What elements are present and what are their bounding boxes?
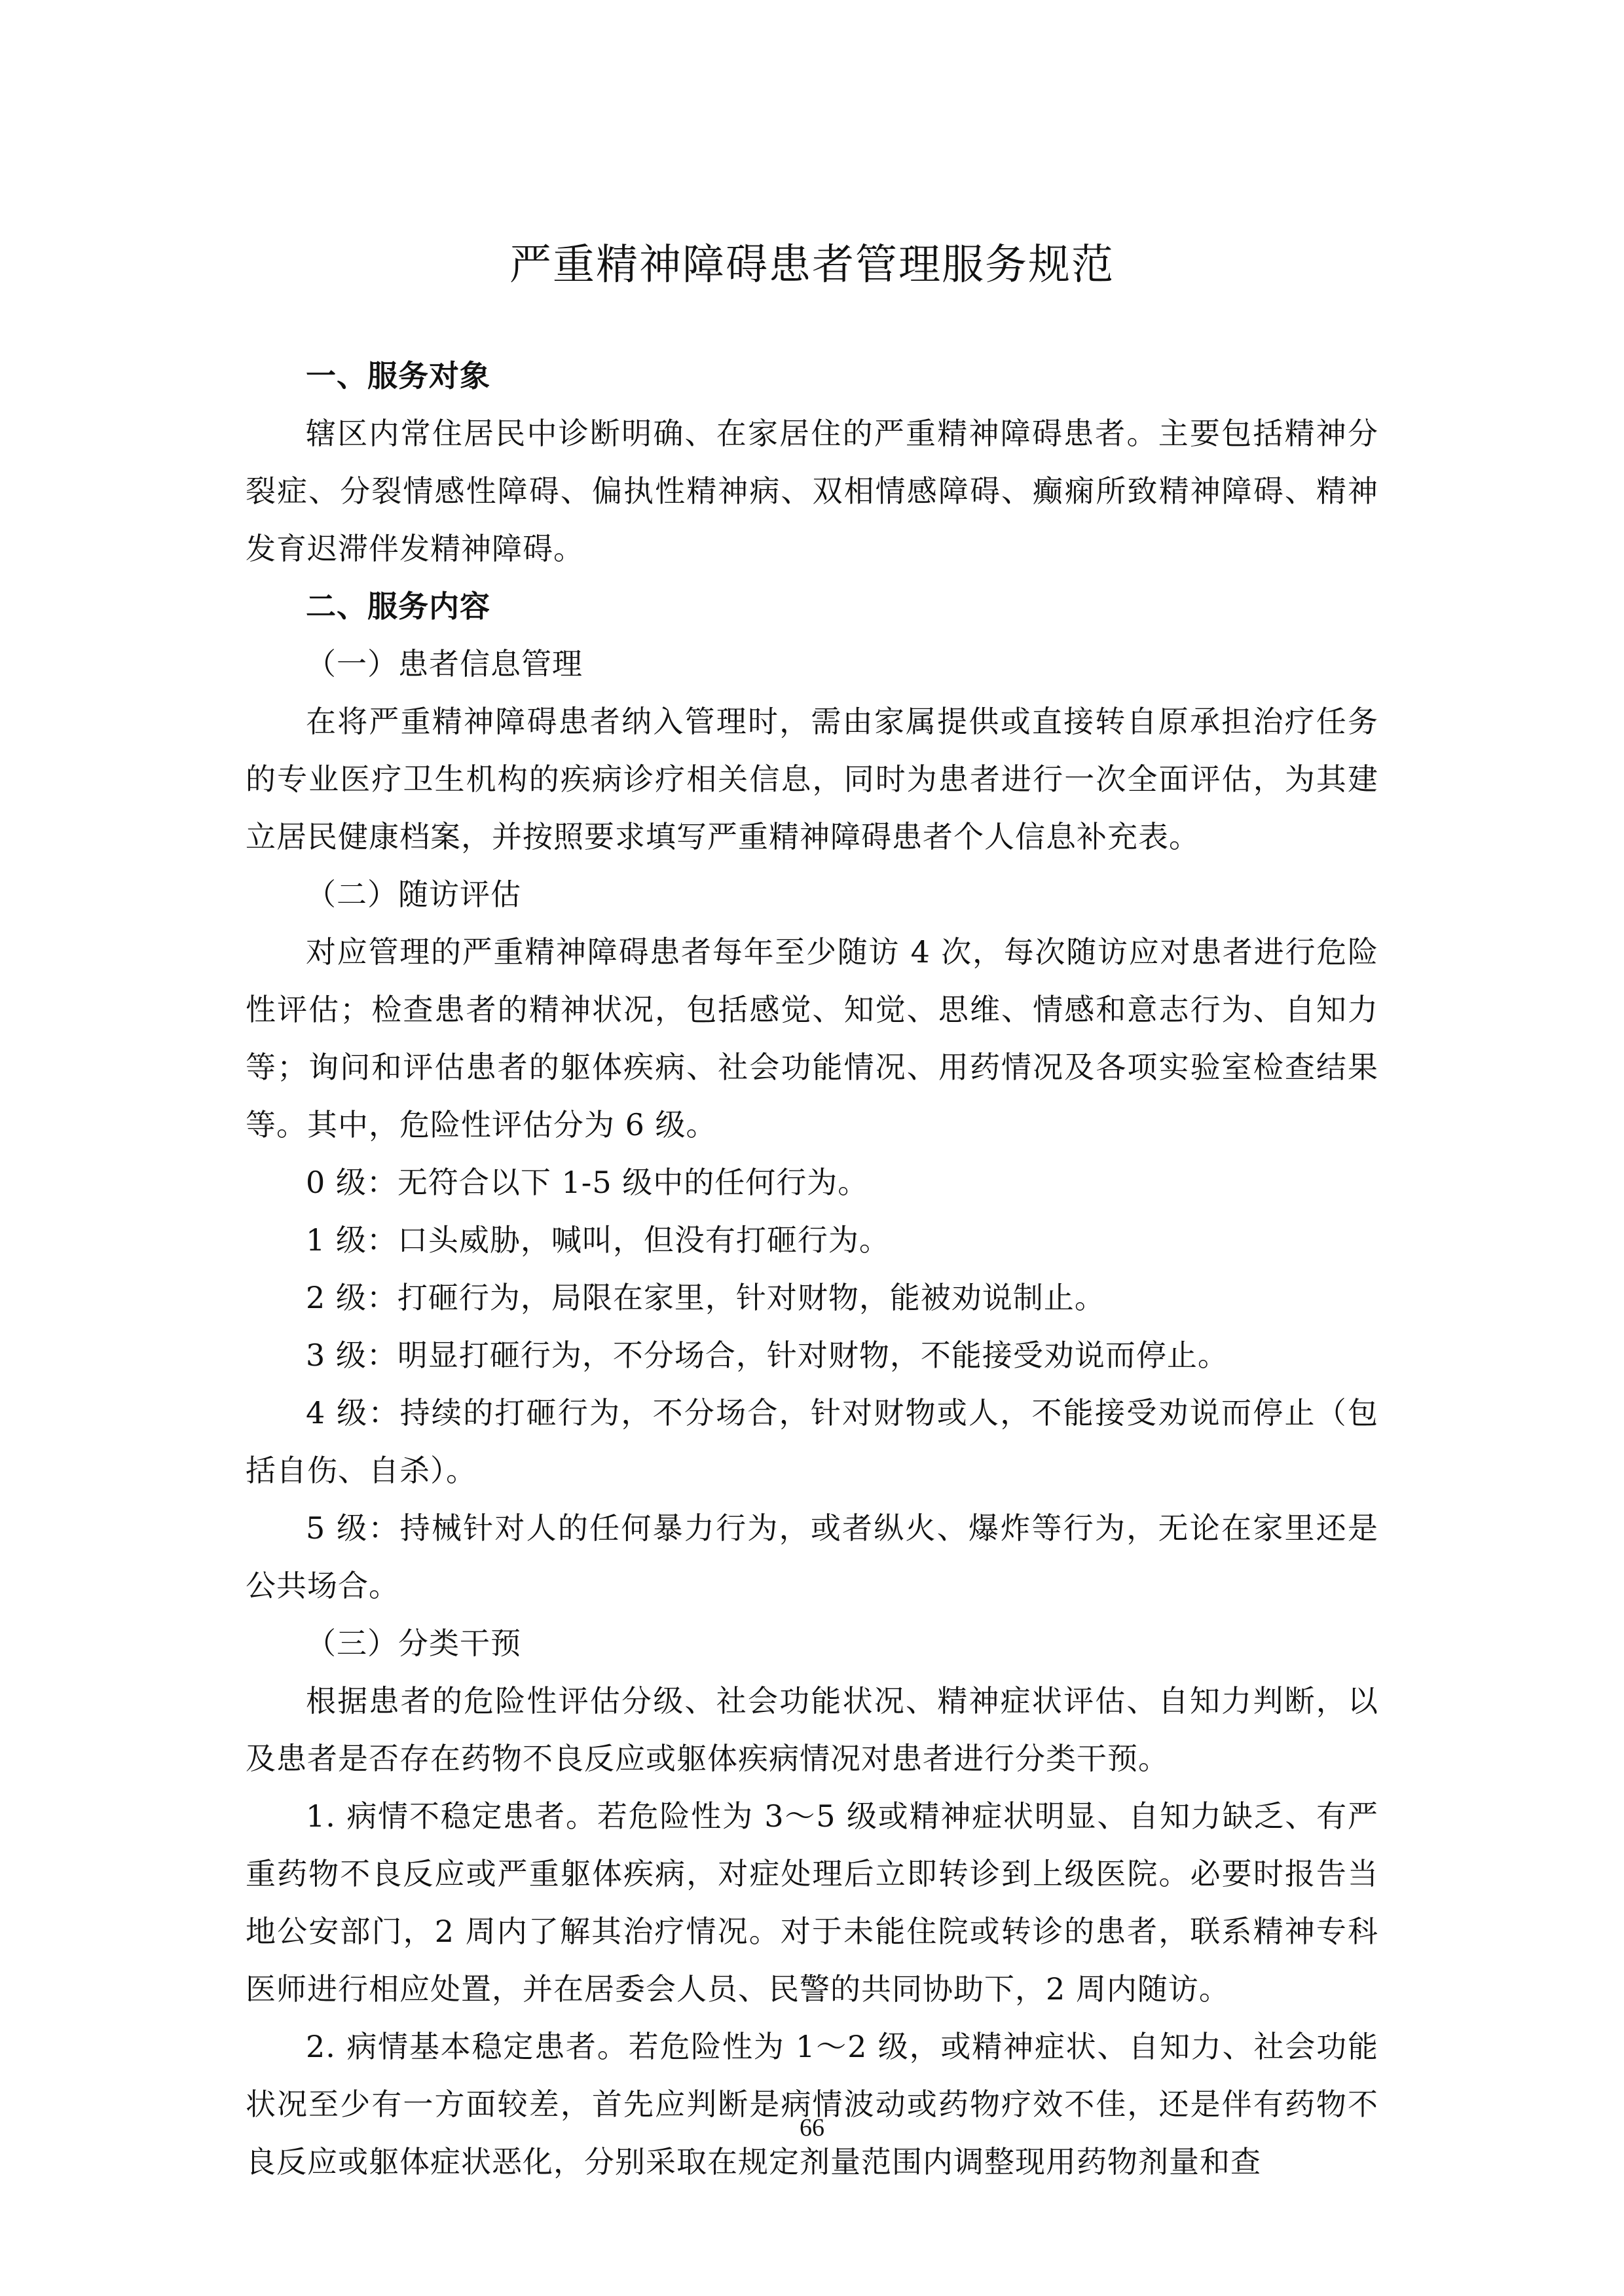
page-title: 严重精神障碍患者管理服务规范: [509, 241, 1115, 289]
paragraph-patient-info: 在将严重精神障碍患者纳入管理时，需由家属提供或直接转自原承担治疗任务的专业医疗卫生机构的疾病诊疗相关信息，同时为患者进行一次全面评估，为其建立居民健康档案，并按照要求填写严重精神障碍患者个人信息补充表。: [246, 704, 1378, 854]
subheading-classified-intervention: （三）分类干预: [306, 1626, 521, 1661]
paragraph-service-target: 辖区内常住居民中诊断明确、在家居住的严重精神障碍患者。主要包括精神分裂症、分裂情感性障碍、偏执性精神病、双相情感障碍、癫痫所致精神障碍、精神发育迟滞伴发精神障碍。: [246, 416, 1378, 566]
risk-level-1: 1 级：口头威胁，喊叫，但没有打砸行为。: [306, 1222, 890, 1258]
subheading-patient-info: （一）患者信息管理: [306, 646, 583, 682]
document-body: [246, 347, 1378, 2191]
section-heading-service-content: 二、服务内容: [306, 589, 490, 624]
paragraph-unstable-patients: 1. 病情不稳定患者。若危险性为 3～5 级或精神症状明显、自知力缺乏、有严重药物不良反应或严重躯体疾病，对症处理后立即转诊到上级医院。必要时报告当地公安部门，2 周内了解其治疗情况。对于未能住院或转诊的患者，联系精神专科医师进行相应处置，并在居委会人员、民警的共同协助下，2 周内随访。: [246, 1798, 1378, 2007]
paragraph-basically-stable-patients: 2. 病情基本稳定患者。若危险性为 1～2 级，或精神症状、自知力、社会功能状况至少有一方面较差，首先应判断是病情波动或药物疗效不佳，还是伴有药物不良反应或躯体症状恶化，分别采取在规定剂量范围内调整现用药物剂量和查: [246, 2029, 1378, 2179]
risk-level-4: 4 级：持续的打砸行为，不分场合，针对财物或人，不能接受劝说而停止（包括自伤、自杀）。: [246, 1395, 1378, 1488]
page-number: 66: [800, 2114, 824, 2141]
paragraph-classified-intervention: 根据患者的危险性评估分级、社会功能状况、精神症状评估、自知力判断，以及患者是否存在药物不良反应或躯体疾病情况对患者进行分类干预。: [246, 1683, 1378, 1776]
risk-level-2: 2 级：打砸行为，局限在家里，针对财物，能被劝说制止。: [306, 1280, 1105, 1315]
risk-level-5: 5 级：持械针对人的任何暴力行为，或者纵火、爆炸等行为，无论在家里还是公共场合。: [246, 1510, 1378, 1603]
section-heading-service-target: 一、服务对象: [306, 358, 490, 393]
risk-level-0: 0 级：无符合以下 1-5 级中的任何行为。: [306, 1165, 869, 1200]
paragraph-follow-up: 对应管理的严重精神障碍患者每年至少随访 4 次，每次随访应对患者进行危险性评估；检查患者的精神状况，包括感觉、知觉、思维、情感和意志行为、自知力等；询问和评估患者的躯体疾病、社会功能情况、用药情况及各项实验室检查结果等。其中，危险性评估分为 6 级。: [246, 934, 1378, 1142]
risk-level-3: 3 级：明显打砸行为，不分场合，针对财物，不能接受劝说而停止。: [306, 1338, 1228, 1373]
subheading-follow-up: （二）随访评估: [306, 877, 521, 912]
